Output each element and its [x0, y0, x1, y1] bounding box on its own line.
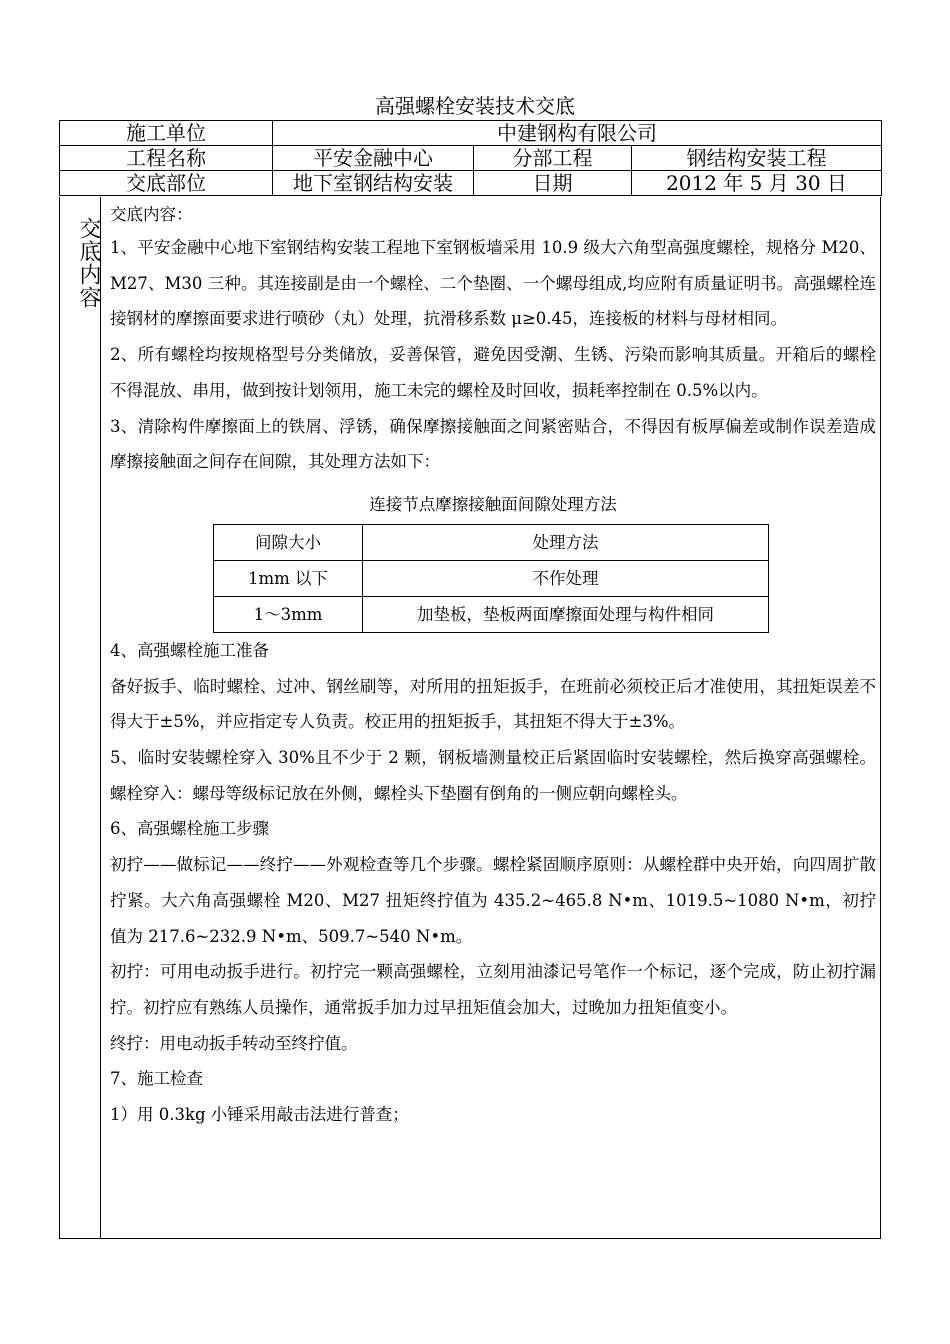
label-construction-unit: 施工单位 [60, 121, 273, 146]
content-box [59, 197, 881, 1239]
paragraph-3: 3、清除构件摩擦面上的铁屑、浮锈，确保摩擦接触面之间紧密贴合，不得因有板厚偏差或制作误差造成摩擦接触面之间存在间隙，其处理方法如下： [110, 416, 876, 472]
paragraph-7: 初拧：可用电动扳手进行。初拧完一颗高强螺栓，立刻用油漆记号笔作一个标记，逐个完成，防止初拧漏拧。初拧应有熟练人员操作，通常扳手加力过早扭矩值会加大，过晚加力扭矩值变小。 [110, 962, 876, 1017]
side-column [60, 197, 101, 1238]
table-header-method: 处理方法 [363, 524, 769, 560]
table-header-row [214, 524, 769, 560]
side-label: 交底内容 [76, 217, 101, 309]
label-date: 日期 [474, 171, 632, 196]
table-header-gap: 间隙大小 [214, 524, 363, 560]
header-row-project [60, 146, 882, 171]
table-row [214, 560, 769, 596]
value-construction-unit: 中建钢构有限公司 [273, 121, 882, 146]
label-project-name: 工程名称 [60, 146, 273, 171]
paragraph-6: 初拧——做标记——终拧——外观检查等几个步骤。螺栓紧固顺序原则：从螺栓群中央开始，向四周扩散拧紧。大六角高强螺栓 M20、M27 扭矩终拧值为 435.2~465.8 N•m、1019.5~1080 N•m，初拧值为 217.6~232.9 N•m、509.7~540 N•m。 [110, 855, 876, 946]
label-sub-project: 分部工程 [474, 146, 632, 171]
paragraph-4: 备好扳手、临时螺栓、过冲、钢丝刷等，对所用的扭矩扳手，在班前必须校正后才准使用，其扭矩误差不得大于±5%，并应指定专人负责。校正用的扭矩扳手，其扭矩不得大于±3%。 [110, 676, 876, 732]
section-4-title: 4、高强螺栓施工准备 [110, 640, 269, 660]
paragraph-5: 5、临时安装螺栓穿入 30%且不少于 2 颗，钢板墙测量校正后紧固临时安装螺栓，然后换穿高强螺栓。螺栓穿入：螺母等级标记放在外侧，螺栓头下垫圈有倒角的一侧应朝向螺栓头。 [110, 748, 876, 803]
paragraph-2: 2、所有螺栓均按规格型号分类储放，妥善保管，避免因受潮、生锈、污染而影响其质量。开箱后的螺栓不得混放、串用，做到按计划领用，施工未完的螺栓及时回收，损耗率控制在 0.5%以内。 [110, 345, 876, 400]
content-text [110, 200, 876, 1133]
header-table [59, 120, 882, 196]
table-row [214, 596, 769, 632]
header-row-location [60, 171, 882, 196]
table-cell: 1～3mm [214, 596, 363, 632]
paragraph-9: 1）用 0.3kg 小锤采用敲击法进行普查； [110, 1105, 409, 1125]
document-title: 高强螺栓安装技术交底 [375, 94, 575, 118]
value-sub-project: 钢结构安装工程 [632, 146, 882, 171]
value-date: 2012 年 5 月 30 日 [632, 171, 882, 196]
value-location: 地下室钢结构安装 [273, 171, 474, 196]
header-row-unit [60, 121, 882, 146]
section-6-title: 6、高强螺栓施工步骤 [110, 819, 269, 839]
table-cell: 不作处理 [363, 560, 769, 596]
gap-treatment-table [213, 524, 769, 633]
content-intro: 交底内容： [110, 205, 193, 224]
label-location: 交底部位 [60, 171, 273, 196]
table-cell: 1mm 以下 [214, 560, 363, 596]
section-7-title: 7、施工检查 [110, 1069, 203, 1089]
value-project-name: 平安金融中心 [273, 146, 474, 171]
paragraph-1: 1、平安金融中心地下室钢结构安装工程地下室钢板墙采用 10.9 级大六角型高强度螺栓，规格分 M20、 M27、M30 三种。其连接副是由一个螺栓、二个垫圈、一个螺母组成,均应附有质量证明书。高强螺栓连接钢材的摩擦面要求进行喷砂（丸）处理，抗滑移系数 μ≥0.45，连接板的材料与母材相同。 [110, 238, 876, 329]
paragraph-8: 终拧：用电动扳手转动至终拧值。 [110, 1033, 358, 1053]
table-cell: 加垫板，垫板两面摩擦面处理与构件相同 [363, 596, 769, 632]
gap-table-title: 连接节点摩擦接触面间隙处理方法 [369, 494, 617, 514]
